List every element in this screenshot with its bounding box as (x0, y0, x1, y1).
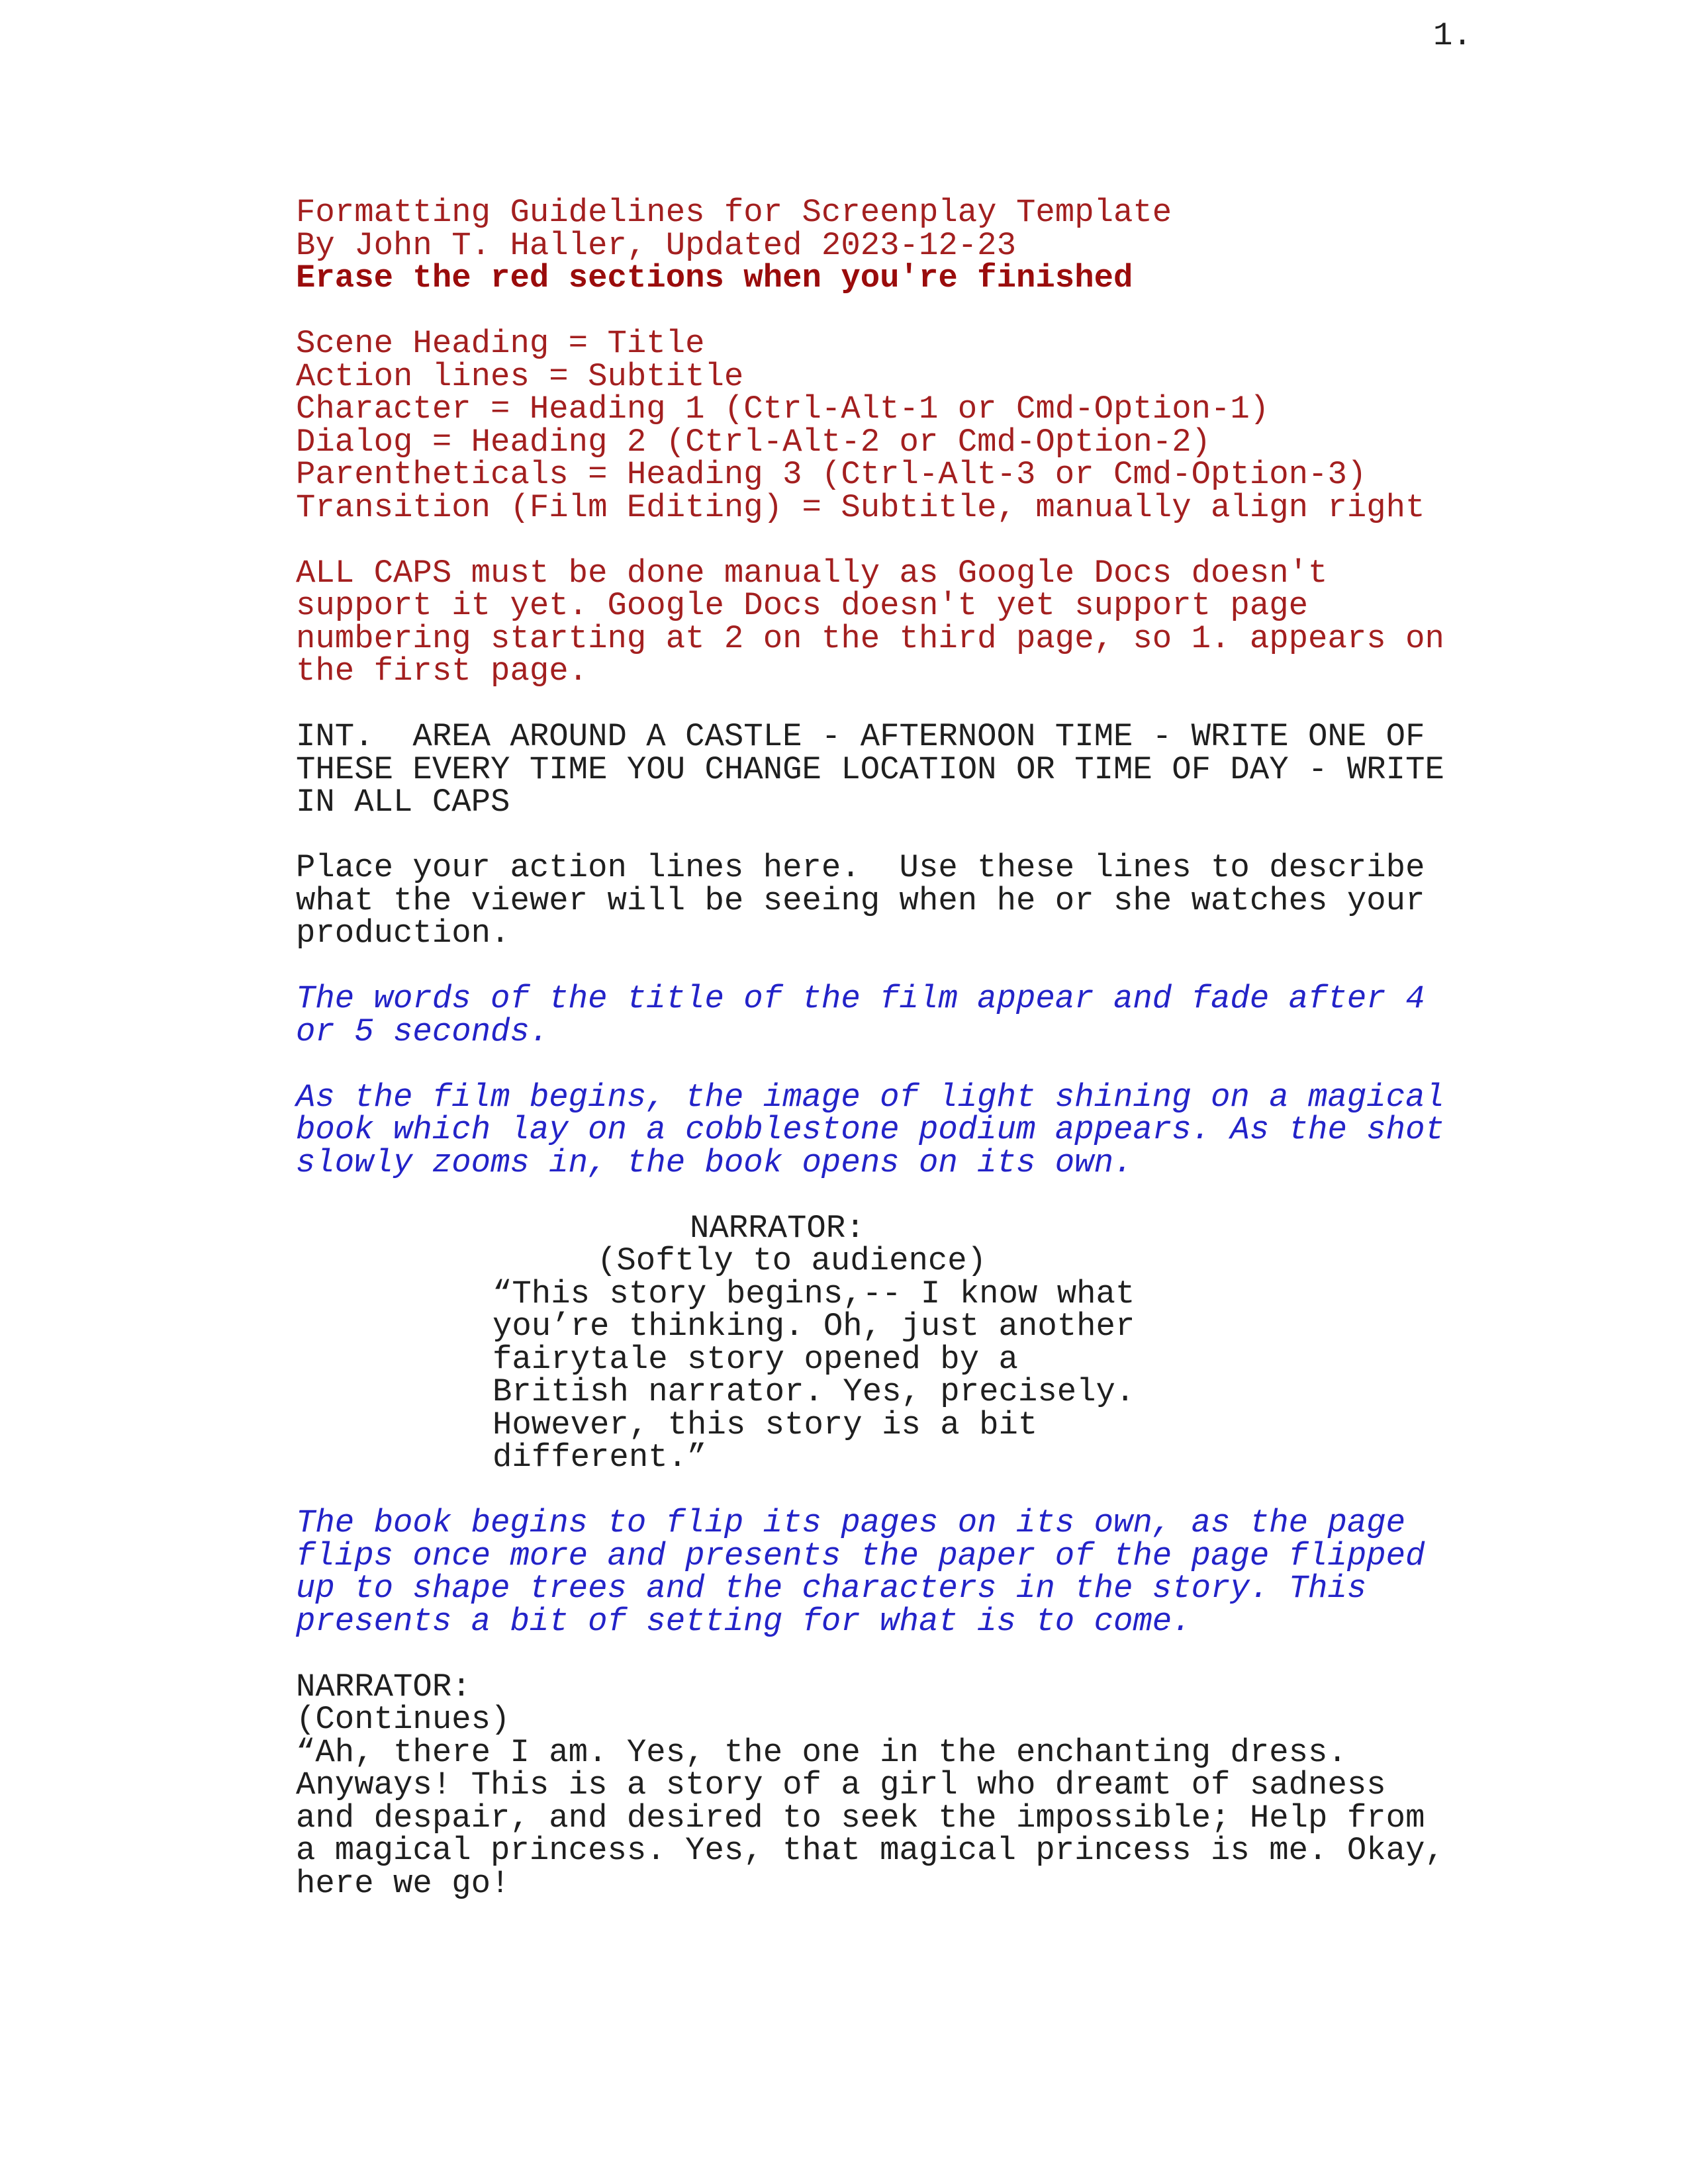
action-line: flips once more and presents the paper of the page flipped (296, 1537, 1425, 1574)
action-line: production. (296, 915, 510, 952)
dialog-line: you’re thinking. Oh, just another (492, 1308, 1135, 1345)
action-line: The book begins to flip its pages on its own, as the page (296, 1504, 1406, 1541)
dialog-line: Anyways! This is a story of a girl who dreamt of sadness (296, 1766, 1386, 1803)
erase-note: Erase the red sections when you're finished (296, 259, 1133, 296)
narrator-continues-block (296, 1668, 1487, 1902)
dialog-line: British narrator. Yes, precisely. (492, 1373, 1135, 1410)
action-line: The words of the title of the film appear and fade after 4 (296, 980, 1425, 1017)
action-magical-book (296, 1078, 1487, 1181)
action-line: Place your action lines here. Use these lines to describe (296, 849, 1425, 886)
dialog-line: “This story begins,-- I know what (492, 1275, 1135, 1312)
style-map-item: Dialog = Heading 2 (Ctrl-Alt-2 or Cmd-Option-2) (296, 423, 1211, 461)
scene-heading-line: IN ALL CAPS (296, 784, 510, 821)
action-pages-flip (296, 1504, 1487, 1640)
dialog-line: a magical princess. Yes, that magical princess is me. Okay, (296, 1832, 1444, 1869)
dialog-line: However, this story is a bit (492, 1406, 1038, 1443)
action-intro (296, 849, 1487, 952)
character-name: NARRATOR: (690, 1209, 865, 1247)
action-line: book which lay on a cobblestone podium appears. As the shot (296, 1111, 1444, 1148)
action-line: presents a bit of setting for what is to come. (296, 1602, 1192, 1640)
caps-note-line: numbering starting at 2 on the third page, so 1. appears on (296, 619, 1444, 657)
action-line: slowly zooms in, the book opens on its own. (296, 1144, 1133, 1181)
dialog-line: different.” (492, 1439, 707, 1476)
caps-note-line: ALL CAPS must be done manually as Google Docs doesn't (296, 554, 1328, 592)
scene-heading-line: THESE EVERY TIME YOU CHANGE LOCATION OR TIME OF DAY - WRITE (296, 751, 1444, 788)
narrator-dialog-block (296, 1209, 1487, 1476)
page-number: 1. (1433, 17, 1472, 54)
style-map-item: Action lines = Subtitle (296, 357, 744, 395)
caps-note (296, 554, 1487, 690)
screenplay-body (296, 194, 1487, 1902)
scene-heading-line: INT. AREA AROUND A CASTLE - AFTERNOON TIME - WRITE ONE OF (296, 718, 1425, 755)
dialog-line: and despair, and desired to seek the impossible; Help from (296, 1799, 1425, 1837)
action-title-fade (296, 980, 1487, 1050)
action-line: As the film begins, the image of light shining on a magical (296, 1078, 1444, 1116)
dialog-line: “Ah, there I am. Yes, the one in the enchanting dress. (296, 1733, 1347, 1771)
parenthetical: (Continues) (296, 1701, 510, 1738)
guidelines-block (296, 194, 1487, 296)
action-line: what the viewer will be seeing when he or she watches your (296, 882, 1425, 919)
dialog-line: here we go! (296, 1864, 510, 1902)
scene-heading (296, 718, 1487, 821)
parenthetical: (Softly to audience) (597, 1242, 987, 1279)
style-map-item: Parentheticals = Heading 3 (Ctrl-Alt-3 or Cmd-Option-3) (296, 456, 1367, 493)
caps-note-line: support it yet. Google Docs doesn't yet support page (296, 587, 1309, 624)
style-map-item: Character = Heading 1 (Ctrl-Alt-1 or Cmd-Option-1) (296, 390, 1270, 428)
action-line: or 5 seconds. (296, 1013, 549, 1050)
style-map-item: Transition (Film Editing) = Subtitle, manually align right (296, 488, 1425, 526)
caps-note-line: the first page. (296, 653, 588, 690)
guidelines-byline: By John T. Haller, Updated 2023-12-23 (296, 226, 1016, 264)
guidelines-title: Formatting Guidelines for Screenplay Template (296, 194, 1172, 231)
style-map-item: Scene Heading = Title (296, 325, 705, 362)
action-line: up to shape trees and the characters in the story. This (296, 1570, 1367, 1607)
dialog-line: fairytale story opened by a (492, 1340, 1018, 1378)
character-name: NARRATOR: (296, 1668, 471, 1706)
style-map-list (296, 325, 1487, 526)
